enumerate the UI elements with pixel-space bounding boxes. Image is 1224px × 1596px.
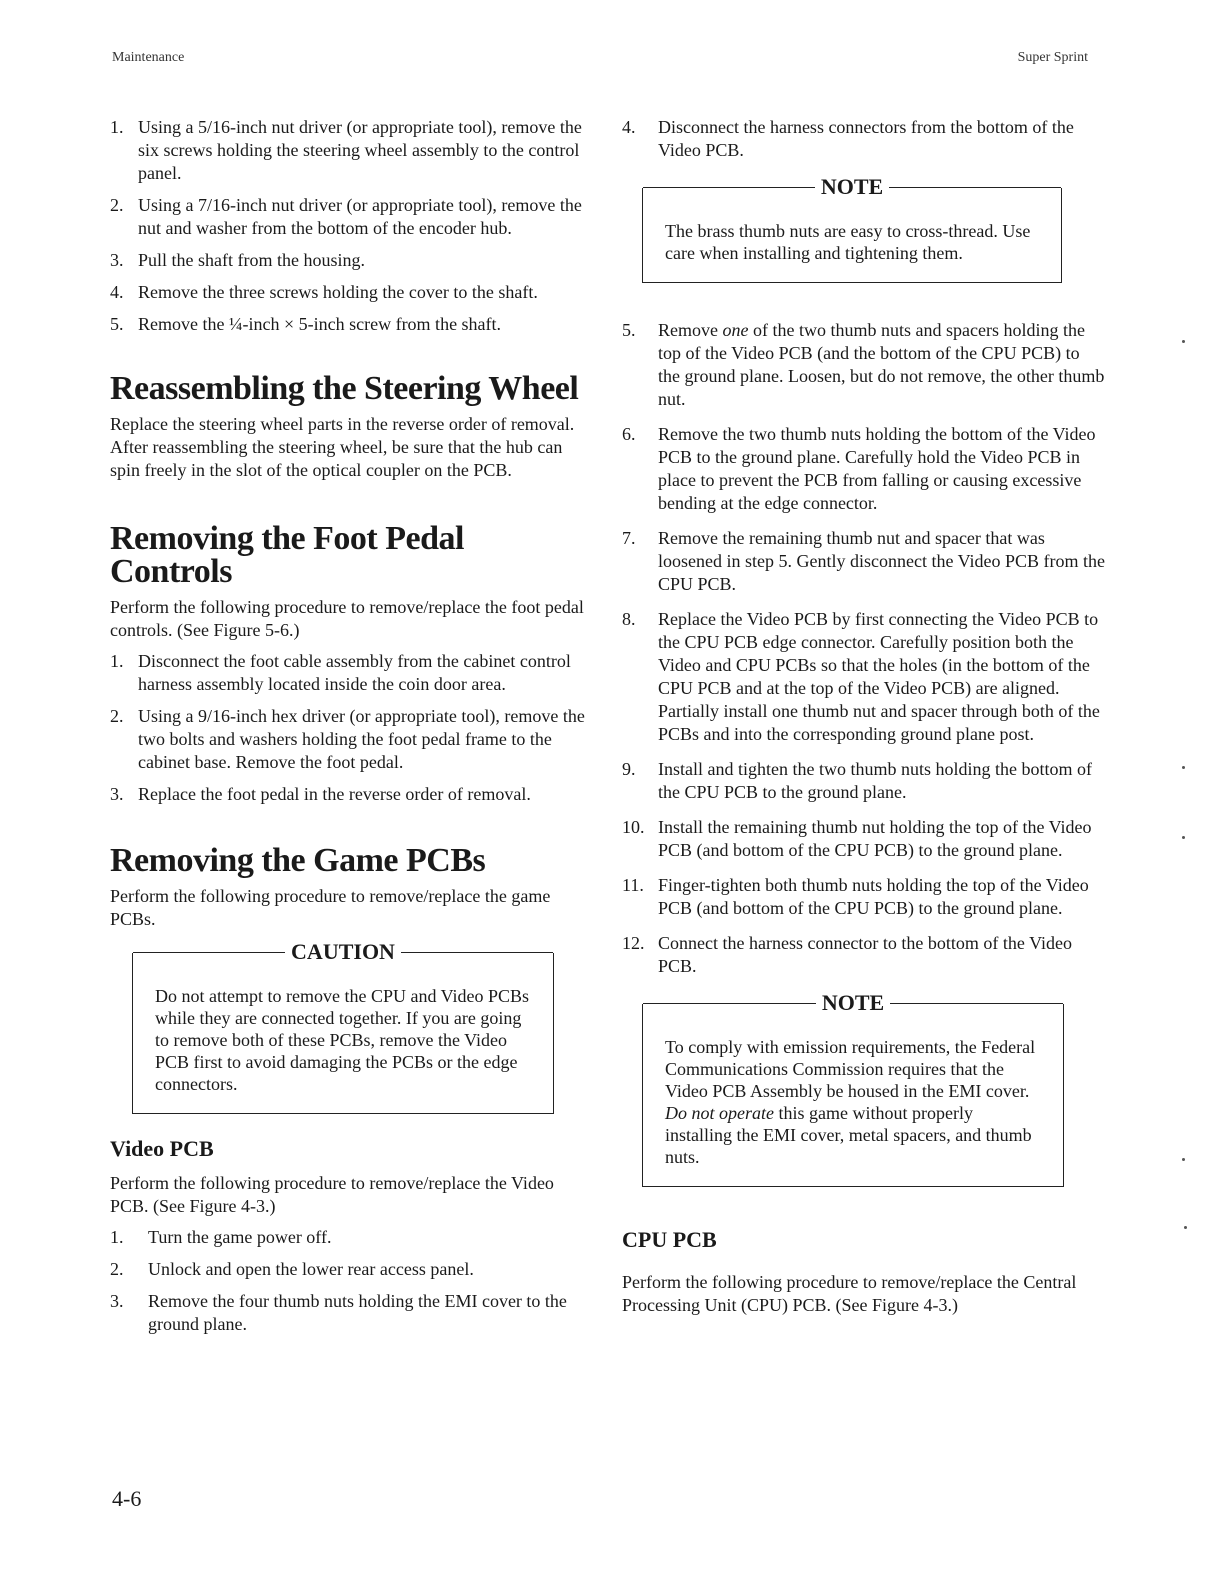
list-item: 10. Install the remaining thumb nut holding the top of the Video PCB (and bottom of the CPU PCB) to the ground plane. (622, 817, 1092, 860)
scan-speck (1182, 836, 1185, 839)
foot-pedal-steps (110, 650, 588, 806)
cpu-pcb-intro: Perform the following procedure to remove/replace the Central Processing Unit (CPU) PCB. (See Figure 4-3.) (622, 1272, 1077, 1315)
scan-speck (1182, 340, 1185, 343)
left-column (110, 116, 588, 1345)
scan-speck (1184, 1226, 1187, 1229)
list-item: 1. Turn the game power off. (110, 1227, 332, 1247)
steering-removal-steps (110, 116, 588, 336)
note-box-thumb-nuts (642, 174, 1062, 283)
list-item: 4. Remove the three screws holding the cover to the shaft. (110, 282, 538, 302)
right-column (622, 116, 1106, 1325)
note-label: NOTE (815, 176, 889, 198)
note-text: To comply with emission requirements, the Federal Communications Commission requires that the Video PCB Assembly be housed in the EMI cover. Do not operate this game without properly installing the EMI cover, metal spacers, and thumb nuts. (665, 1037, 1036, 1167)
foot-pedal-intro: Perform the following procedure to remove/replace the foot pedal controls. (See Figure 5-6.) (110, 597, 584, 640)
caution-text: Do not attempt to remove the CPU and Video PCBs while they are connected together. If you are going to remove both of these PCBs, remove the Video PCB first to avoid damaging the PCBs or the edge connectors. (155, 986, 530, 1094)
list-item: 9. Install and tighten the two thumb nuts holding the bottom of the CPU PCB to the ground plane. (622, 759, 1092, 802)
list-item: 7. Remove the remaining thumb nut and spacer that was loosened in step 5. Gently disconnect the Video PCB from the CPU PCB. (622, 528, 1106, 594)
caution-box (132, 939, 554, 1114)
list-item: 6. Remove the two thumb nuts holding the bottom of the Video PCB to the ground plane. Carefully hold the Video PCB in place to prevent the PCB from falling or causing excessive bending at the edge connector. (622, 424, 1096, 513)
video-pcb-intro: Perform the following procedure to remove/replace the Video PCB. (See Figure 4-3.) (110, 1173, 554, 1216)
note-text: The brass thumb nuts are easy to cross-thread. Use care when installing and tightening them. (665, 221, 1031, 263)
game-pcbs-intro: Perform the following procedure to remove/replace the game PCBs. (110, 886, 551, 929)
list-item: 2. Unlock and open the lower rear access panel. (110, 1259, 474, 1279)
subsection-title-cpu-pcb: CPU PCB (622, 1227, 717, 1252)
list-item: 3. Replace the foot pedal in the reverse order of removal. (110, 784, 531, 804)
list-item: 4. Disconnect the harness connectors from the bottom of the Video PCB. (622, 117, 1074, 160)
scan-speck (1182, 766, 1185, 769)
list-item: 12. Connect the harness connector to the bottom of the Video PCB. (622, 933, 1072, 976)
list-item: 3. Pull the shaft from the housing. (110, 250, 365, 270)
list-item: 5. Remove one of the two thumb nuts and spacers holding the top of the Video PCB (and the bottom of the CPU PCB) to the ground plane. Loosen, but do not remove, the other thumb nut. (622, 320, 1105, 409)
list-item: 2. Using a 9/16-inch hex driver (or appropriate tool), remove the two bolts and washers holding the foot pedal frame to the cabinet base. Remove the foot pedal. (110, 706, 585, 772)
running-header-left: Maintenance (112, 50, 185, 65)
list-item: 3. Remove the four thumb nuts holding the EMI cover to the ground plane. (110, 1291, 567, 1334)
page-number: 4-6 (112, 1486, 142, 1511)
section-title-foot-pedal: Removing the Foot Pedal Controls (110, 520, 464, 590)
caution-label: CAUTION (285, 941, 401, 963)
video-pcb-steps-continued (622, 319, 1106, 978)
note-label: NOTE (816, 992, 890, 1014)
list-item: 11. Finger-tighten both thumb nuts holding the top of the Video PCB (and bottom of the CPU PCB) to the ground plane. (622, 875, 1089, 918)
subsection-title-video-pcb: Video PCB (110, 1136, 214, 1161)
reassembling-body: Replace the steering wheel parts in the reverse order of removal. After reassembling the steering wheel, be sure that the hub can spin freely in the slot of the optical coupler on the PCB. (110, 414, 575, 480)
video-pcb-steps (110, 1226, 588, 1336)
list-item: 1. Using a 5/16-inch nut driver (or appropriate tool), remove the six screws holding the steering wheel assembly to the control panel. (110, 117, 582, 183)
list-item: 8. Replace the Video PCB by first connecting the Video PCB to the CPU PCB edge connector. Carefully position both the Video and CPU PCBs so that the holes (in the bottom of the CPU PCB and at the top of the Video PCB) are aligned. Partially install one thumb nut and spacer through both of the PCBs and into the corresponding ground plane post. (622, 609, 1100, 744)
list-item: 2. Using a 7/16-inch nut driver (or appropriate tool), remove the nut and washer from the bottom of the encoder hub. (110, 195, 582, 238)
scan-speck (1182, 1158, 1185, 1161)
section-title-game-pcbs: Removing the Game PCBs (110, 842, 486, 879)
list-item: 5. Remove the ¼-inch × 5-inch screw from the shaft. (110, 314, 502, 334)
note-box-emission (642, 990, 1064, 1187)
running-header-right: Super Sprint (1017, 50, 1088, 65)
section-title-reassembling: Reassembling the Steering Wheel (110, 370, 579, 407)
list-item: 1. Disconnect the foot cable assembly from the cabinet control harness assembly located inside the coin door area. (110, 651, 571, 694)
